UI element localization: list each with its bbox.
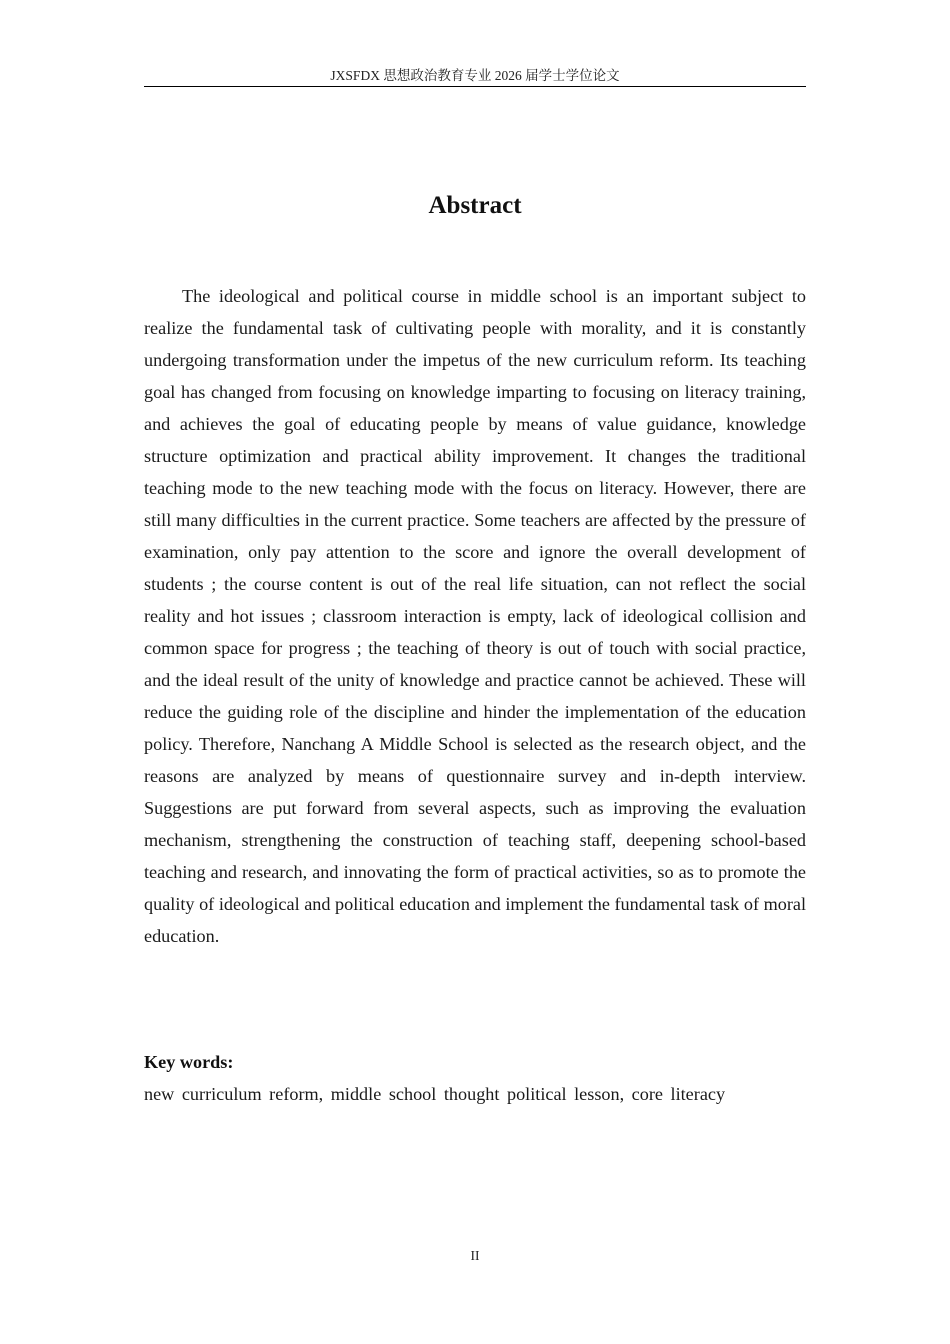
abstract-body: The ideological and political course in middle school is an important subject to realize the fundamental task of cultivating people with morality, and it is constantly undergoing transformation under the impetus of the new curriculum reform. Its teaching goal has changed from focusing on knowledge imparting to focusing on literacy training, and achieves the goal of educating people by means of value guidance, knowledge structure optimization and practical ability improvement. It changes the traditional teaching mode to the new teaching mode with the focus on literacy. However, there are still many difficulties in the current practice. Some teachers are affected by the pressure of examination, only pay attention to the score and ignore the overall development of students ; the course content is out of the real life situation, can not reflect the social reality and hot issues ; classroom interaction is empty, lack of ideological collision and common space for progress ; the teaching of theory is out of touch with social practice, and the ideal result of the unity of knowledge and practice cannot be achieved. These will reduce the guiding role of the discipline and hinder the implementation of the education policy. Therefore, Nanchang A Middle School is selected as the research object, and the reasons are analyzed by means of questionnaire survey and in-depth interview. Suggestions are put forward from several aspects, such as improving the evaluation mechanism, strengthening the construction of teaching staff, deepening school-based teaching and research, and innovating the form of practical activities, so as to promote the quality of ideological and political education and implement the fundamental task of moral education.: [144, 286, 806, 946]
keywords-label: Key words:: [144, 1052, 234, 1072]
abstract-title: Abstract: [428, 192, 522, 219]
page-number: II: [470, 1248, 480, 1263]
running-header: JXSFDX 思想政治教育专业 2026 届学士学位论文: [330, 68, 620, 83]
keywords-text: new curriculum reform, middle school thought political lesson, core literacy: [144, 1084, 726, 1104]
header-rule: [144, 86, 806, 87]
